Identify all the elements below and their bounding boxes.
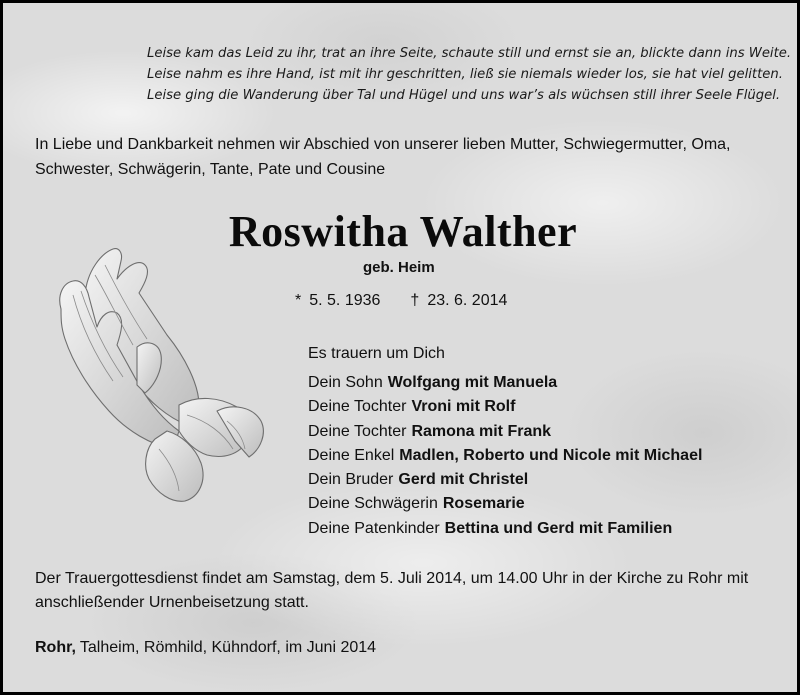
mourner-row bbox=[308, 517, 702, 541]
mourner-relation: Deine Tochter bbox=[308, 398, 407, 416]
deceased-name: Roswitha Walther bbox=[228, 207, 578, 256]
intro-text bbox=[35, 132, 775, 182]
praying-hands-icon bbox=[47, 235, 267, 515]
mourner-row bbox=[308, 468, 702, 492]
mourners-heading: Es trauern um Dich bbox=[308, 345, 445, 362]
death-symbol: † bbox=[410, 292, 420, 309]
mourner-names: Vroni mit Rolf bbox=[411, 398, 516, 416]
closing-town: Rohr, bbox=[35, 639, 76, 656]
mourner-relation: Deine Schwägerin bbox=[308, 495, 438, 513]
mourners-list bbox=[308, 371, 702, 541]
mourner-names: Madlen, Roberto und Nicole mit Michael bbox=[399, 446, 703, 464]
intro-line: Schwester, Schwägerin, Tante, Pate und Cousine bbox=[35, 161, 386, 178]
death-date: 23. 6. 2014 bbox=[427, 292, 508, 309]
mourner-names: Bettina und Gerd mit Familien bbox=[444, 519, 673, 537]
closing-places: Talheim, Römhild, Kühndorf, im Juni 2014 bbox=[79, 639, 377, 656]
mourner-relation: Dein Sohn bbox=[308, 374, 383, 391]
mourner-names: Gerd mit Christel bbox=[398, 471, 529, 489]
mourner-row bbox=[308, 492, 702, 516]
poem bbox=[147, 43, 792, 106]
poem-line: Leise nahm es ihre Hand, ist mit ihr geschritten, ließ sie niemals wieder los, sie hat viel gelitten. bbox=[147, 67, 783, 82]
mourner-names: Wolfgang mit Manuela bbox=[387, 374, 558, 391]
poem-line: Leise kam das Leid zu ihr, trat an ihre Seite, schaute still und ernst sie an, blickte dann ins Weite. bbox=[147, 46, 792, 61]
mourner-row bbox=[308, 371, 702, 395]
service-info bbox=[35, 567, 795, 615]
intro-line: In Liebe und Dankbarkeit nehmen wir Abschied von unserer lieben Mutter, Schwiegermutter, Oma, bbox=[35, 136, 731, 153]
mourner-relation: Deine Enkel bbox=[308, 446, 395, 464]
birth-symbol: * bbox=[295, 292, 302, 309]
poem-line: Leise ging die Wanderung über Tal und Hügel und uns war’s als wüchsen still ihrer Seele Flügel. bbox=[147, 88, 781, 103]
born-name: geb. Heim bbox=[363, 259, 435, 276]
mourner-row bbox=[308, 420, 702, 444]
mourner-row bbox=[308, 395, 702, 419]
mourner-relation: Deine Tochter bbox=[308, 422, 407, 440]
mourner-relation: Deine Patenkinder bbox=[308, 519, 440, 537]
service-line: anschließender Urnenbeisetzung statt. bbox=[35, 594, 309, 611]
service-line: Der Trauergottesdienst findet am Samstag, dem 5. Juli 2014, um 14.00 Uhr in der Kirche zu Rohr mit bbox=[35, 570, 749, 587]
mourner-relation: Dein Bruder bbox=[308, 471, 394, 489]
life-dates bbox=[295, 292, 507, 310]
mourner-names: Ramona mit Frank bbox=[411, 422, 552, 440]
mourner-row bbox=[308, 444, 702, 468]
place-and-date bbox=[35, 639, 376, 657]
birth-date: 5. 5. 1936 bbox=[309, 292, 381, 309]
mourner-names: Rosemarie bbox=[442, 495, 525, 513]
